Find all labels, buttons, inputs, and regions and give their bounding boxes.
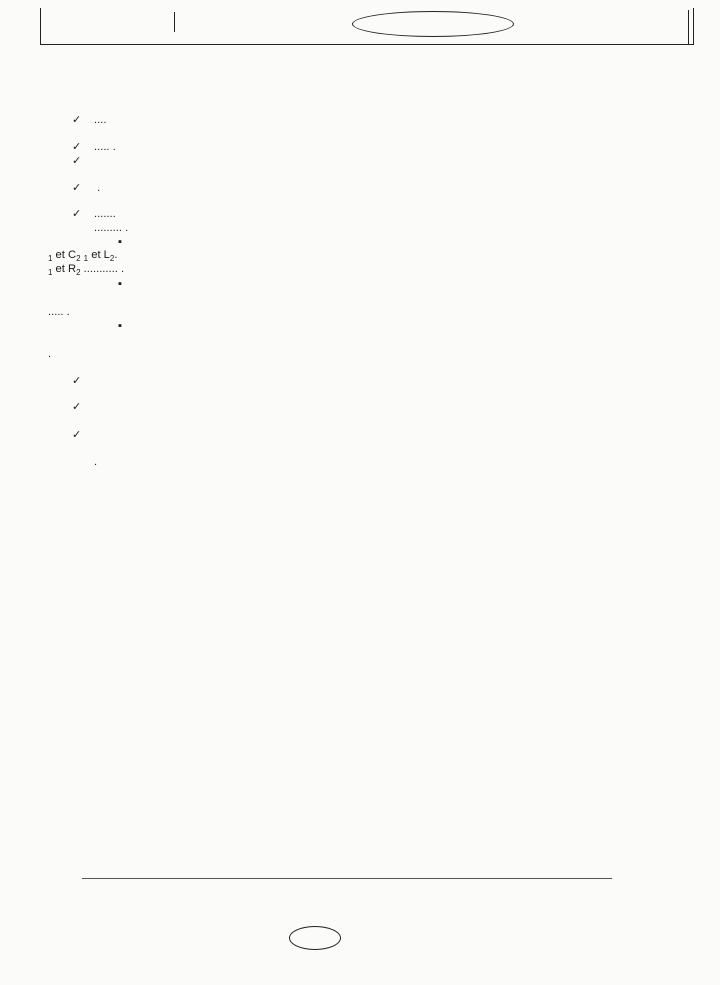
ex1-p1: $_1$ et $C_2$ $_1$ et $L_2$.: [48, 249, 118, 264]
footer-rule: [82, 878, 612, 879]
header-divider: [174, 12, 175, 32]
ex1-bullet2: ▪: [118, 278, 132, 290]
ex1-line7: ✓ .......: [72, 208, 116, 220]
ex1-p6: .: [48, 348, 52, 360]
ex1-r7: .: [94, 456, 98, 468]
ex1-line1: ✓ ....: [72, 114, 107, 126]
subject-oval: [352, 11, 514, 37]
ex1-r3: ✓: [72, 401, 82, 413]
ex1-p4: ..... .: [48, 306, 70, 318]
ex1-line8: ......... .: [94, 222, 129, 234]
ex1-line4: ✓: [72, 155, 82, 167]
ex1-p2: $_1$ et $R_2$ ........... .: [48, 263, 125, 278]
ex1-r5: ✓: [72, 429, 82, 441]
ex1-line3: ✓ ..... .: [72, 141, 116, 153]
ex1-r1: ✓: [72, 375, 82, 387]
header-right-border: [688, 10, 689, 44]
ex1-bullet1: ▪: [118, 236, 132, 248]
ex1-bullet3: ▪: [118, 320, 132, 332]
ex1-line6: ✓ .: [72, 182, 101, 194]
page-number: [289, 926, 341, 950]
